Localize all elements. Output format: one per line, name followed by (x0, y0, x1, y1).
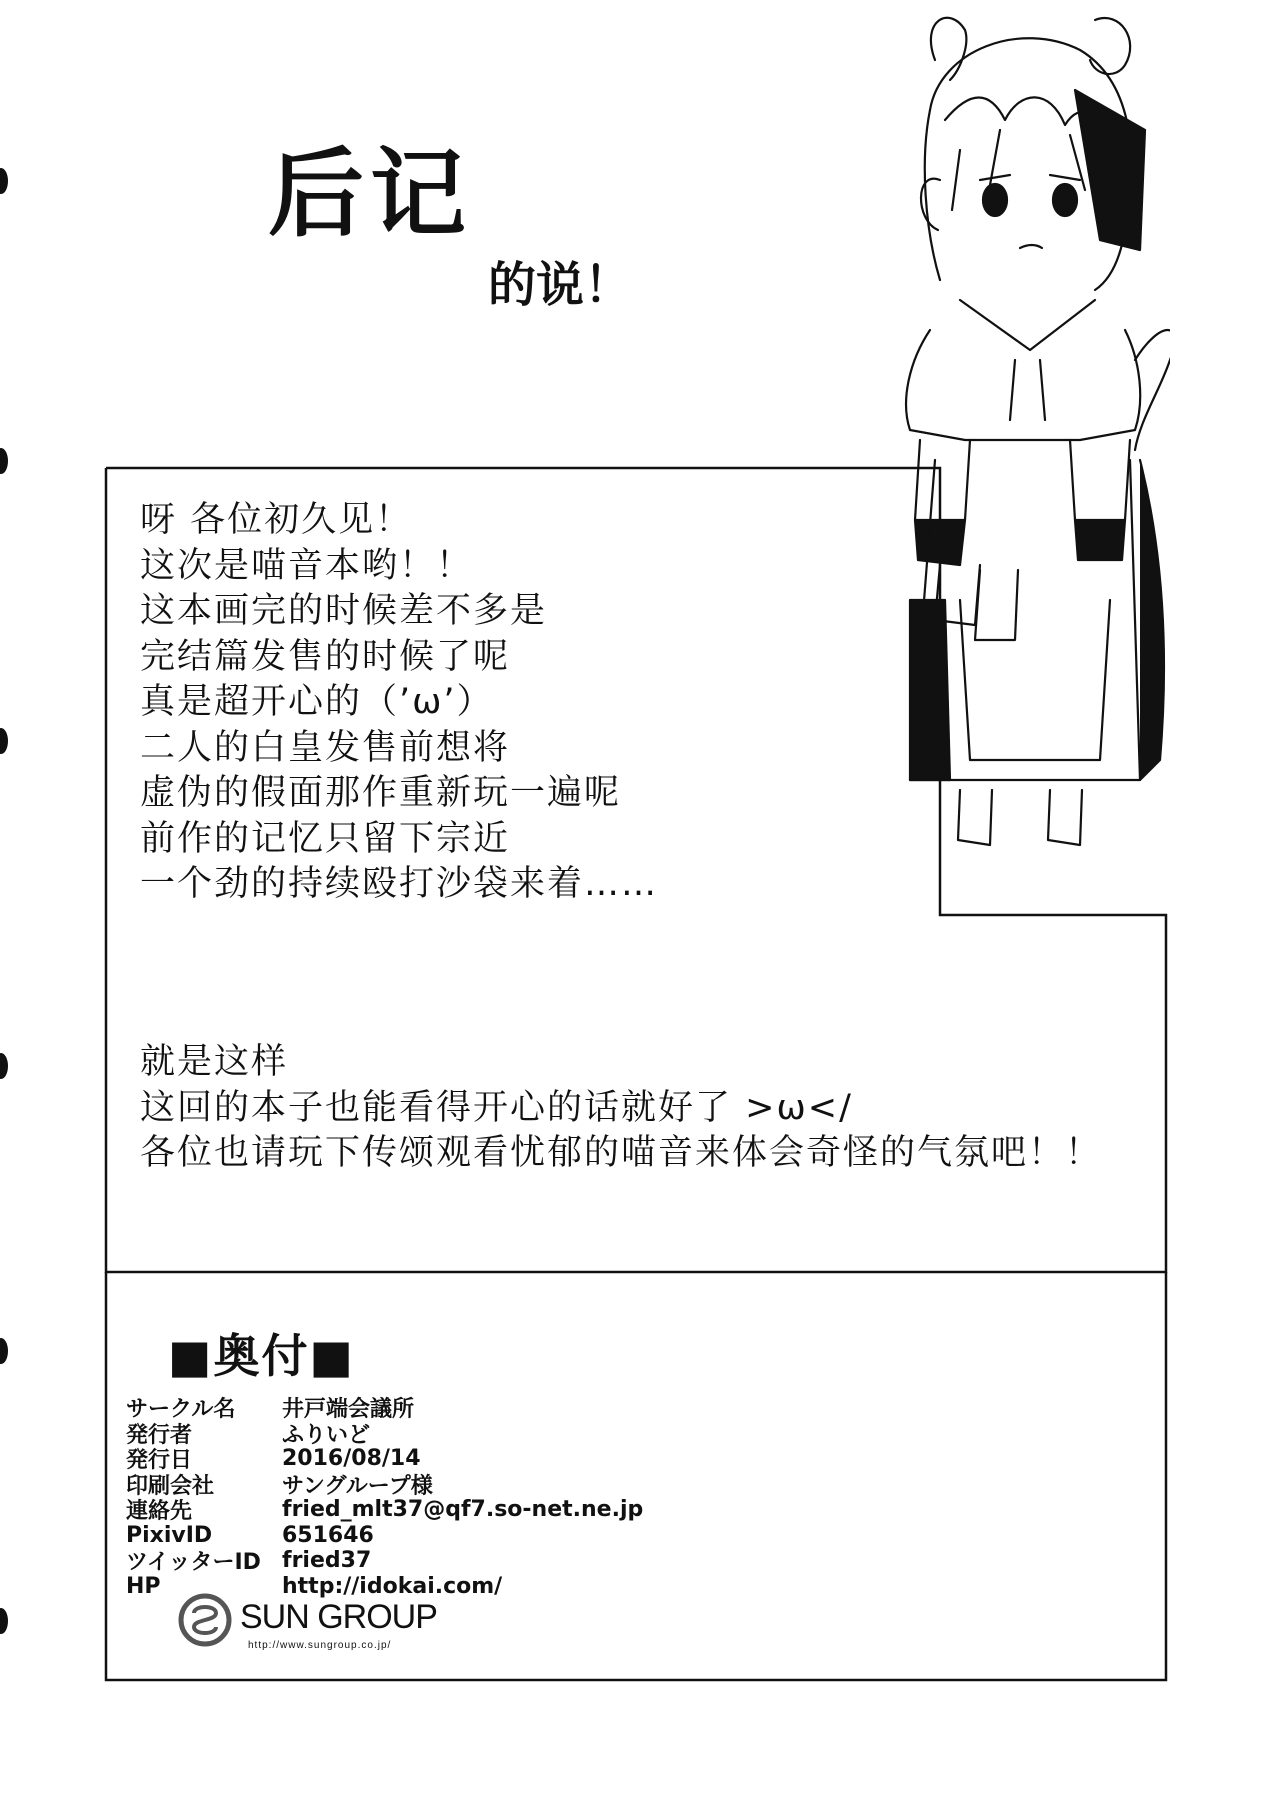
colophon-key: 印刷会社 (126, 1473, 215, 1499)
closing-line: 这回的本子也能看得开心的话就好了 >ω</ (140, 1087, 853, 1128)
message-line: 真是超开心的（’ω’） (140, 682, 494, 722)
page-subtitle: 的说！ (488, 257, 633, 313)
binding-hole (0, 728, 8, 754)
colophon-value: ふりいど (282, 1422, 371, 1448)
message-line: 这本画完的时候差不多是 (140, 591, 548, 631)
colophon-key: PixivID (126, 1522, 213, 1548)
colophon-table (126, 1395, 643, 1599)
message-line: 一个劲的持续殴打沙袋来着…… (140, 864, 659, 904)
binding-hole (0, 1338, 8, 1364)
colophon-value: サングループ様 (282, 1473, 433, 1499)
character-illustration (840, 0, 1170, 880)
closing-line: 各位也请玩下传颂观看忧郁的喵音来体会奇怪的气氛吧！！ (140, 1133, 1103, 1173)
message-line: 二人的白皇发售前想将 (140, 727, 511, 768)
colophon-row (126, 1395, 643, 1421)
colophon-title: ■奥付■ (168, 1329, 355, 1383)
binding-hole (0, 168, 8, 194)
colophon-value: http://idokai.com/ (282, 1573, 503, 1599)
colophon-value: 井戸端会議所 (282, 1397, 415, 1423)
colophon-value: fried_mlt37@qf7.so-net.ne.jp (282, 1497, 644, 1523)
binding-hole (0, 1608, 8, 1634)
binding-hole (0, 1053, 8, 1079)
closing-line: 就是这样 (140, 1042, 289, 1082)
colophon-value: fried37 (282, 1548, 372, 1574)
colophon-key: HP (126, 1573, 161, 1599)
colophon-key: サークル名 (126, 1397, 236, 1423)
colophon-key: 発行日 (126, 1448, 193, 1474)
colophon-value: 651646 (282, 1522, 374, 1548)
message-line: 完结篇发售的时候了呢 (140, 636, 511, 677)
colophon-key: ツイッターID (126, 1550, 261, 1576)
colophon-row (126, 1497, 643, 1523)
colophon-key: 発行者 (126, 1422, 193, 1448)
page-title: 后记 (268, 137, 472, 250)
binding-hole (0, 448, 8, 474)
message-line: 这次是喵音本哟！！ (140, 545, 474, 586)
colophon-row (126, 1421, 643, 1447)
logo-url: http://www.sungroup.co.jp/ (248, 1640, 392, 1651)
colophon-value: 2016/08/14 (282, 1446, 421, 1472)
closing-message-block (140, 1040, 1102, 1177)
message-line: 呀 各位初久见！ (140, 500, 413, 540)
colophon-row (126, 1523, 643, 1549)
colophon-row (126, 1446, 643, 1472)
message-line: 虚伪的假面那作重新玩一遍呢 (140, 773, 622, 813)
colophon-row (126, 1472, 643, 1498)
logo-text: SUN GROUP (240, 1598, 437, 1636)
message-line: 前作的记忆只留下宗近 (140, 818, 511, 859)
colophon-key: 連絡先 (126, 1499, 193, 1525)
message-block (140, 498, 658, 908)
colophon-row (126, 1548, 643, 1574)
